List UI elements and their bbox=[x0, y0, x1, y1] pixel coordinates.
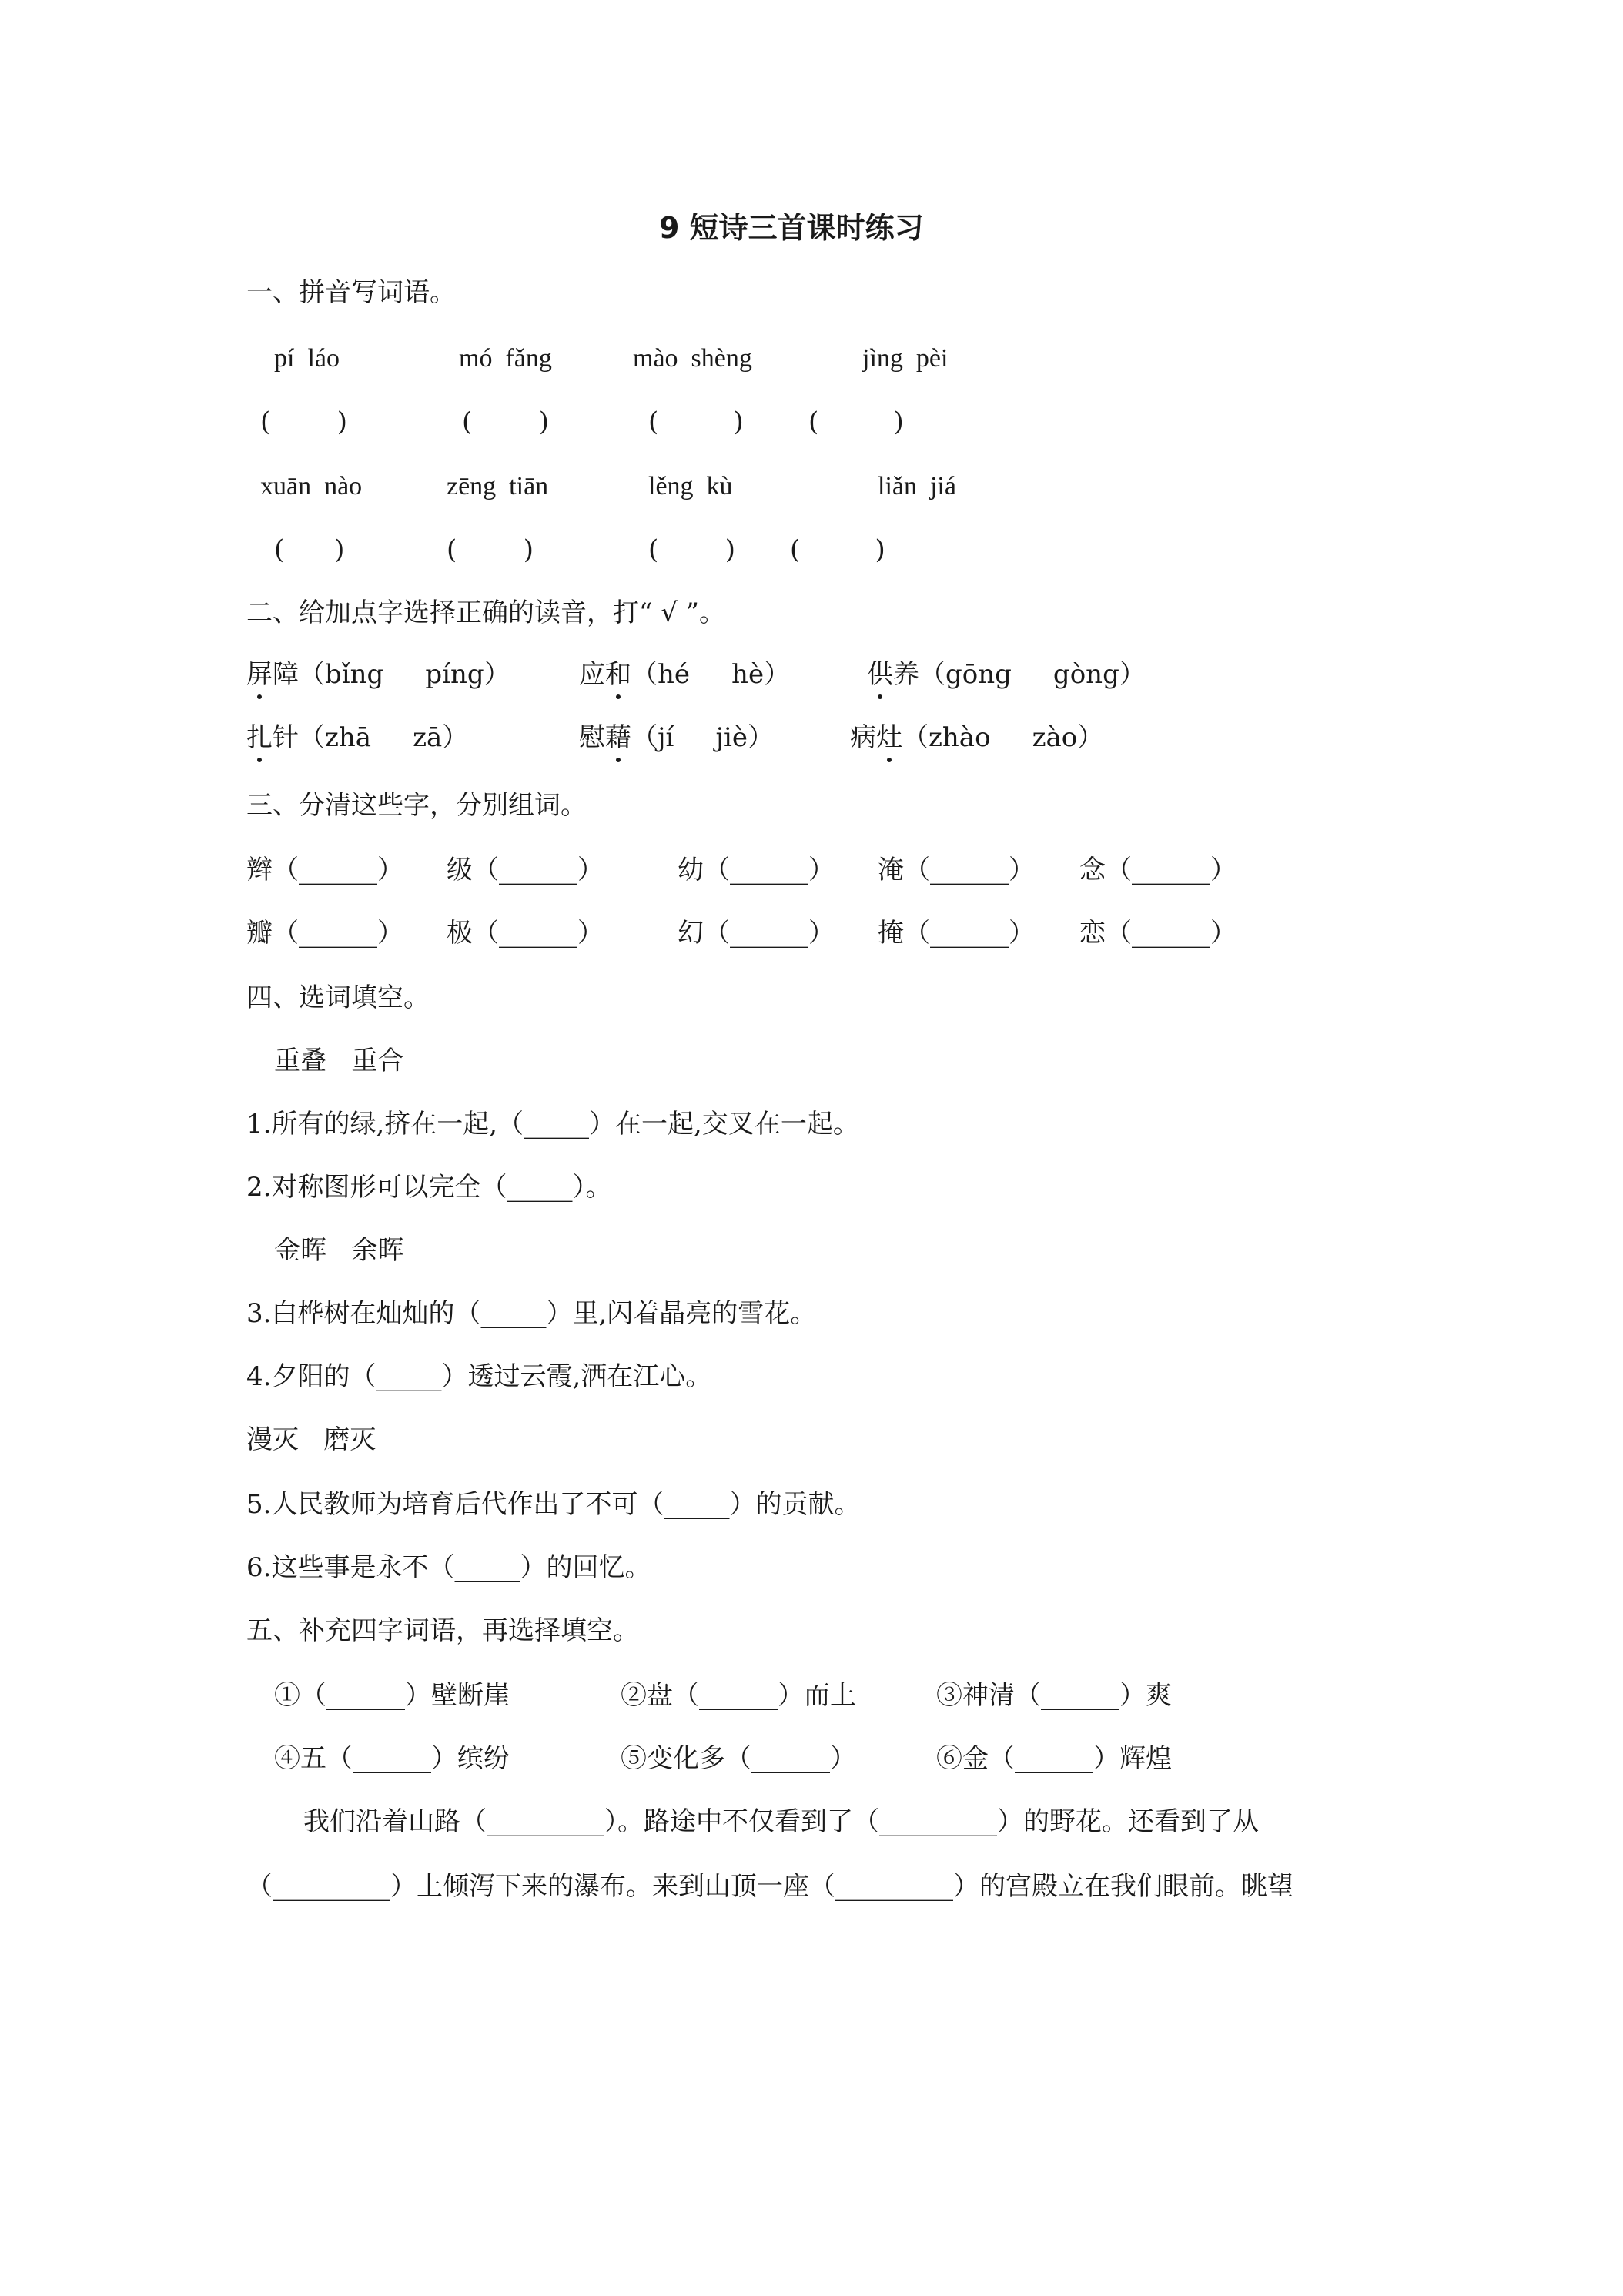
question[interactable]: 4.夕阳的（_____）透过云霞,洒在江心。 bbox=[246, 1361, 712, 1392]
pinyin: lěng kù bbox=[648, 472, 733, 500]
reading-char: 慰 bbox=[579, 722, 605, 753]
page-title: 9 短诗三首课时练习 bbox=[659, 211, 924, 245]
word-choices: 漫灭 磨灭 bbox=[246, 1424, 376, 1455]
answer-blank[interactable]: ( ) bbox=[274, 534, 345, 565]
reading-text: 针（zhā zā） bbox=[273, 722, 469, 753]
word-blank[interactable]: 极（______） bbox=[447, 918, 604, 949]
question[interactable]: 1.所有的绿,挤在一起,（_____）在一起,交叉在一起。 bbox=[246, 1109, 859, 1140]
reading-item[interactable] bbox=[579, 659, 790, 690]
dotted-char: 藉 bbox=[605, 722, 631, 753]
idiom-blank[interactable]: ①（______）壁断崖 bbox=[274, 1680, 510, 1711]
word-blank[interactable]: 幻（______） bbox=[678, 918, 835, 949]
paragraph-line[interactable]: 我们沿着山路（_________）。路途中不仅看到了（_________）的野花。还看到了从 bbox=[303, 1806, 1259, 1837]
pinyin: zēng tiān bbox=[447, 472, 549, 500]
answer-blank[interactable]: ( ) bbox=[648, 407, 744, 437]
reading-item[interactable] bbox=[246, 659, 510, 690]
word-blank[interactable]: 辫（______） bbox=[246, 855, 403, 885]
dotted-char: 灶 bbox=[876, 722, 902, 753]
reading-text: 障（bǐng píng） bbox=[273, 659, 510, 690]
dotted-char: 供 bbox=[867, 659, 893, 690]
idiom-blank[interactable]: ②盘（______）而上 bbox=[621, 1680, 856, 1711]
pinyin: pí láo bbox=[274, 344, 340, 373]
answer-blank[interactable]: ( ) bbox=[462, 407, 549, 437]
answer-blank[interactable]: ( ) bbox=[648, 534, 735, 565]
reading-text: 养（gōng gòng） bbox=[893, 659, 1146, 690]
answer-blank[interactable]: ( ) bbox=[447, 534, 534, 565]
reading-char: 病 bbox=[850, 722, 876, 753]
dotted-char: 和 bbox=[605, 659, 631, 690]
idiom-blank[interactable]: ③神清（______）爽 bbox=[936, 1680, 1172, 1711]
reading-item[interactable] bbox=[850, 722, 1103, 753]
idiom-blank[interactable]: ⑤变化多（______） bbox=[621, 1743, 856, 1774]
answer-blank[interactable]: ( ) bbox=[790, 534, 885, 565]
word-blank[interactable]: 念（______） bbox=[1079, 855, 1236, 885]
word-blank[interactable]: 淹（______） bbox=[878, 855, 1035, 885]
reading-text: （hé hè） bbox=[631, 659, 791, 690]
section-2-heading: 二、给加点字选择正确的读音，打“ √ ”。 bbox=[246, 597, 726, 628]
idiom-blank[interactable]: ④五（______）缤纷 bbox=[274, 1743, 510, 1774]
section-1-heading: 一、拼音写词语。 bbox=[246, 277, 456, 308]
reading-item[interactable] bbox=[246, 722, 468, 753]
section-4-heading: 四、选词填空。 bbox=[246, 982, 430, 1013]
word-blank[interactable]: 恋（______） bbox=[1079, 918, 1236, 949]
reading-item[interactable] bbox=[579, 722, 774, 753]
word-choices: 金晖 余晖 bbox=[274, 1235, 404, 1266]
question[interactable]: 6.这些事是永不（_____）的回忆。 bbox=[246, 1552, 651, 1583]
word-choices: 重叠 重合 bbox=[274, 1046, 404, 1076]
pinyin: xuān nào bbox=[260, 472, 363, 500]
pinyin: jìng pèi bbox=[862, 344, 949, 373]
answer-blank[interactable]: ( ) bbox=[260, 407, 347, 437]
word-blank[interactable]: 瓣（______） bbox=[246, 918, 403, 949]
idiom-blank[interactable]: ⑥金（______）辉煌 bbox=[936, 1743, 1172, 1774]
answer-blank[interactable]: ( ) bbox=[808, 407, 904, 437]
question[interactable]: 2.对称图形可以完全（_____）。 bbox=[246, 1172, 612, 1203]
word-blank[interactable]: 掩（______） bbox=[878, 918, 1035, 949]
pinyin: liǎn jiá bbox=[878, 472, 956, 500]
section-3-heading: 三、分清这些字，分别组词。 bbox=[246, 790, 587, 821]
word-blank[interactable]: 级（______） bbox=[447, 855, 604, 885]
question[interactable]: 3.白桦树在灿灿的（_____）里,闪着晶亮的雪花。 bbox=[246, 1298, 817, 1329]
reading-item[interactable] bbox=[867, 659, 1146, 690]
reading-text: （zhào zào） bbox=[902, 722, 1104, 753]
section-5-heading: 五、补充四字词语，再选择填空。 bbox=[246, 1615, 639, 1646]
dotted-char: 扎 bbox=[246, 722, 273, 753]
reading-text: （jí jiè） bbox=[631, 722, 774, 753]
dotted-char: 屏 bbox=[246, 659, 273, 690]
paragraph-line[interactable]: （_________）上倾泻下来的瀑布。来到山顶一座（_________）的宫殿立在我们眼前。眺望 bbox=[246, 1871, 1293, 1902]
pinyin: mó fǎng bbox=[459, 344, 552, 373]
question[interactable]: 5.人民教师为培育后代作出了不可（_____）的贡献。 bbox=[246, 1489, 861, 1520]
word-blank[interactable]: 幼（______） bbox=[678, 855, 835, 885]
pinyin: mào shèng bbox=[633, 344, 752, 373]
reading-char: 应 bbox=[579, 659, 605, 690]
